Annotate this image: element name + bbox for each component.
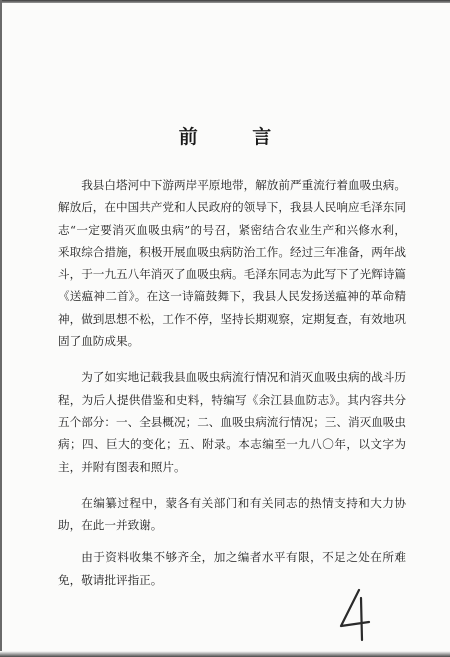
paragraph-history: 我县白塔河中下游两岸平原地带，解放前严重流行着血吸虫病。解放后，在中国共产党和人民政府的领导下，我县人民响应毛泽东同志“一定要消灭血吸虫病”的号召，紧密结合农业生产和兴修水利，釆取综合措施，积极开展血吸虫病防治工作。经过三年准备，两年战斗，于一九五八年消灭了血吸虫病。毛泽东同志为此写下了光辉诗篇《送瘟神二首》。在这一诗篇鼓舞下，我县人民发扬送瘟神的革命精神，做到思想不松，工作不停，坚持长期观察，定期复查，有效地巩固了血防成果。 bbox=[58, 178, 406, 349]
scan-edge-bottom bbox=[0, 651, 450, 657]
handwritten-page-number bbox=[333, 586, 373, 642]
scan-edge-left bbox=[0, 0, 2, 657]
paragraph-apology: 由于资料收集不够齐全，加之编者水平有限，不足之处在所难免，敬请批评指正。 bbox=[58, 550, 406, 587]
scan-edge-top bbox=[0, 0, 450, 3]
paragraph-thanks: 在编纂过程中，蒙各有关部门和有关同志的热情支持和大力协助，在此一并致谢。 bbox=[58, 495, 406, 533]
preface-body bbox=[58, 174, 406, 605]
paragraph-purpose: 为了如实地记载我县血吸虫病流行情况和消灭血吸虫病的战斗历程，为后人提供借鉴和史料，特编写《余江县血防志》。其内容共分五个部分：一、全县概况；二、血吸虫病流行情况；三、消灭血吸虫病；四、巨大的变化；五、附录。本志编至一九八〇年，以文字为主，并附有图表和照片。 bbox=[58, 370, 406, 474]
page-title: 前 言 bbox=[178, 126, 296, 148]
